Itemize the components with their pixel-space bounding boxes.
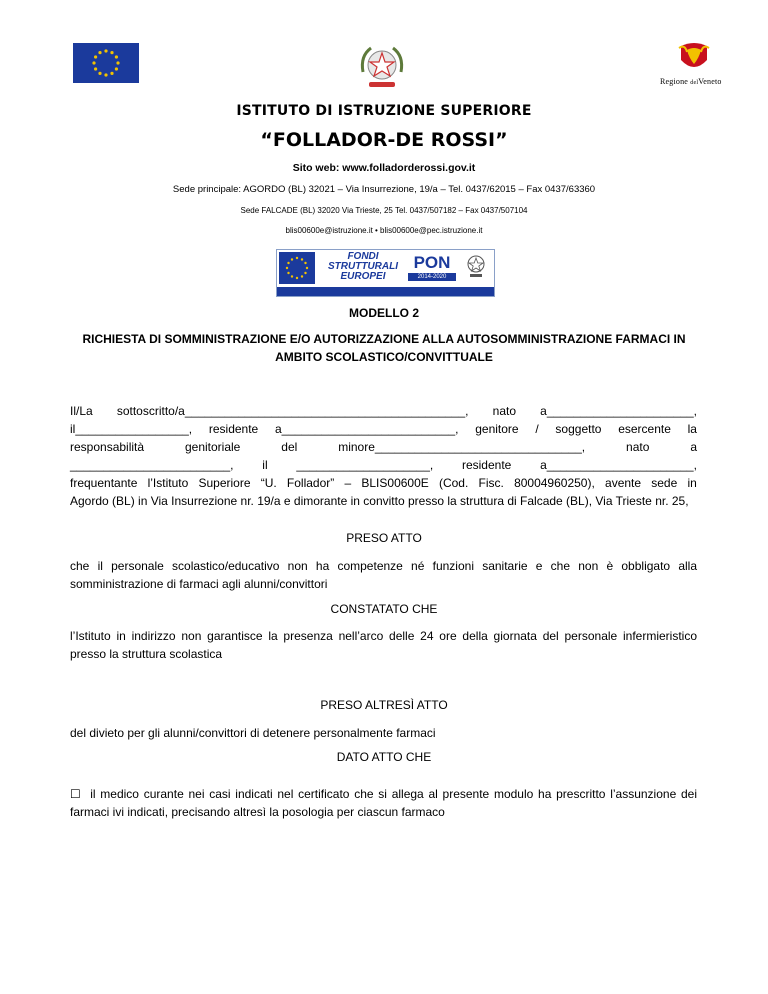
section-preso-atto: PRESO ATTO <box>346 531 422 545</box>
form-line-4 <box>70 456 697 474</box>
form-tail: Agordo (BL) in Via Insurrezione nr. 19/a e dimorante in convitto presso la struttura di Falcade (BL), Via Trieste nr. 25, <box>70 494 689 508</box>
miur-emblem-icon <box>465 254 487 280</box>
pon-banner <box>276 249 495 297</box>
section-constatato: CONSTATATO CHE <box>330 602 438 616</box>
region-logo <box>660 40 730 90</box>
form-word: / <box>535 422 539 436</box>
form-word: genitoriale <box>184 440 241 454</box>
form-word: genitore <box>475 422 519 436</box>
constatato-text: l’Istituto in indirizzo non garantisce la presenza nell’arco delle 24 ore della giornata del personale infermieristico presso la struttura scolastica <box>70 629 697 661</box>
form-line-2 <box>70 420 697 438</box>
form-word: 80004960250), <box>514 476 595 490</box>
veneto-lion-icon <box>677 40 711 76</box>
form-line-3 <box>70 438 697 456</box>
form-word: (Cod. <box>438 476 469 490</box>
form-word: il <box>262 458 268 472</box>
school-name: “FOLLADOR-DE ROSSI” <box>260 129 508 151</box>
preso-altresi-text: del divieto per gli alunni/convittori di detenere personalmente farmaci <box>70 726 436 740</box>
form-word: Fisc. <box>478 476 504 490</box>
pon-years: 2014-2020 <box>408 273 456 281</box>
fondi-strutturali-text <box>317 252 409 282</box>
form-word: l’Istituto <box>147 476 189 490</box>
form-word: a______________________, <box>540 404 697 418</box>
section-preso-altresi: PRESO ALTRESÌ ATTO <box>320 698 448 712</box>
form-word: in <box>687 476 697 490</box>
form-word: sede <box>651 476 678 490</box>
form-word: Follador” <box>286 476 335 490</box>
italian-republic-emblem-icon <box>357 42 407 92</box>
form-word: responsabilità <box>70 440 145 454</box>
form-word: nato <box>626 440 650 454</box>
model-number: MODELLO 2 <box>348 306 419 320</box>
preso-atto-text: che il personale scolastico/educativo non ha competenze né funzioni sanitarie e che non è obbligato alla somministrazione di farmaci agli alunni/convittori <box>70 559 697 591</box>
form-word: ________________________, <box>70 458 234 472</box>
fondi-line-2: STRUTTURALI <box>328 261 398 272</box>
form-word: Superiore <box>198 476 251 490</box>
dato-atto-text: il medico curante nei casi indicati nel certificato che si allega al presente modulo ha prescritto l’assunzione dei farmaci ivi indicati, precisando altresì la posologia per ciascun farmaco <box>70 787 697 819</box>
region-label-suffix: Veneto <box>698 77 722 86</box>
form-word: a__________________________, <box>274 422 459 436</box>
form-word: del <box>281 440 298 454</box>
form-word: minore_______________________________, <box>338 440 586 454</box>
form-paragraph <box>70 402 697 510</box>
form-word: avente <box>605 476 642 490</box>
pon-logo <box>408 253 456 283</box>
form-word: esercente <box>618 422 671 436</box>
form-word: “U. <box>260 476 277 490</box>
form-word: sottoscritto/a__________________________________________, <box>116 404 469 418</box>
form-word: BLIS00600E <box>361 476 429 490</box>
form-word: il_________________, <box>70 422 193 436</box>
region-label-mid: del <box>690 80 699 86</box>
fondi-line-3: EUROPEI <box>340 271 386 282</box>
dato-atto-paragraph <box>70 785 697 821</box>
checkbox[interactable]: ☐ <box>70 787 81 801</box>
form-word: a <box>690 440 697 454</box>
form-word: residente <box>208 422 259 436</box>
pon-footer-strip <box>277 287 494 296</box>
form-word: a______________________, <box>540 458 697 472</box>
form-word: ____________________, <box>296 458 434 472</box>
region-label-prefix: Regione <box>660 77 689 86</box>
eu-flag-small-icon <box>279 252 315 284</box>
form-word: la <box>687 422 697 436</box>
form-word: – <box>344 476 352 490</box>
email-addresses: blis00600e@istruzione.it • blis00600e@pec.istruzione.it <box>285 226 483 235</box>
form-line-1 <box>70 402 697 420</box>
pon-logo-text: PON <box>413 253 451 272</box>
section-dato-atto: DATO ATTO CHE <box>336 750 432 764</box>
form-word: residente <box>461 458 512 472</box>
eu-flag-icon <box>73 43 139 83</box>
request-title: RICHIESTA DI SOMMINISTRAZIONE E/O AUTORIZZAZIONE ALLA AUTOSOMMINISTRAZIONE FARMACI IN AMBITO SCOLASTICO/CONVITTUALE <box>82 332 686 364</box>
form-word: soggetto <box>555 422 602 436</box>
main-seat: Sede principale: AGORDO (BL) 32021 – Via Insurrezione, 19/a – Tel. 0437/62015 – Fax 0437/63360 <box>172 184 596 195</box>
form-word: frequentante <box>70 476 138 490</box>
institute-title: ISTITUTO DI ISTRUZIONE SUPERIORE <box>236 103 532 119</box>
form-word: Il/La <box>70 404 93 418</box>
fondi-line-1: FONDI <box>347 251 379 262</box>
form-word: nato <box>492 404 516 418</box>
form-line-5 <box>70 474 697 492</box>
website: Sito web: www.folladorderossi.gov.it <box>292 162 476 174</box>
second-seat: Sede FALCADE (BL) 32020 Via Trieste, 25 Tel. 0437/507182 – Fax 0437/507104 <box>240 206 528 215</box>
